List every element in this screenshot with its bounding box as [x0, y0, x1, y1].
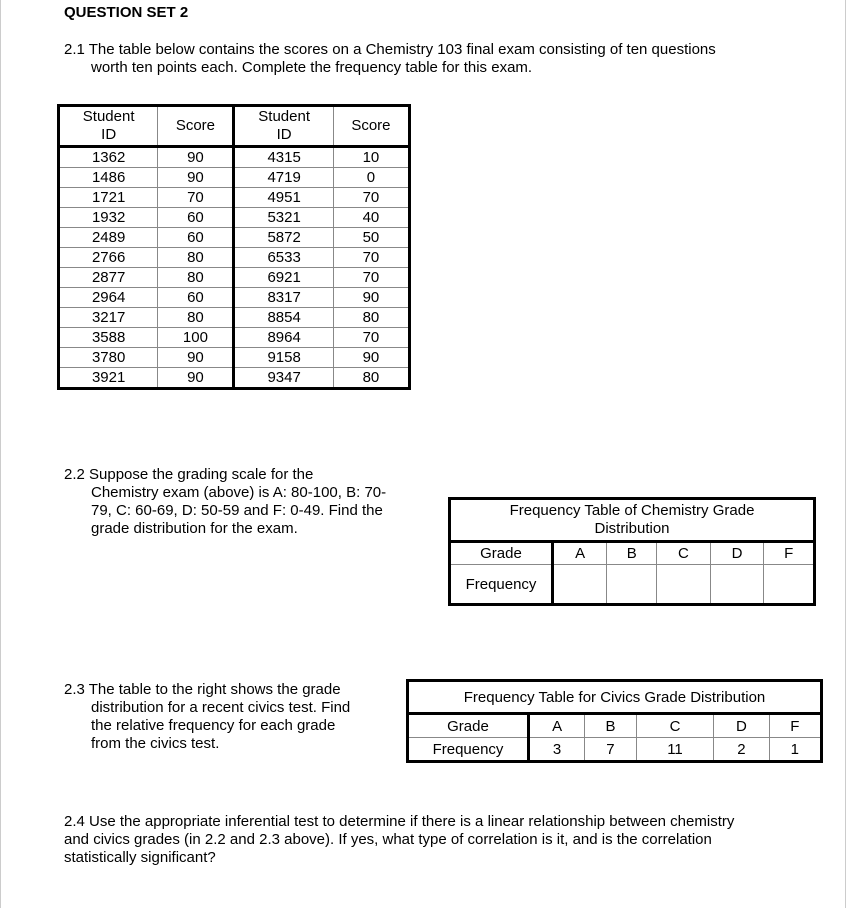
frequency-cell-f[interactable] — [764, 565, 815, 605]
frequency-cell: 2 — [714, 738, 769, 762]
question-text: 2.2 Suppose the grading scale for the — [64, 466, 314, 483]
score-cell: 50 — [333, 228, 409, 248]
frequency-cell: 7 — [585, 738, 637, 762]
score-cell: 80 — [158, 308, 234, 328]
score-cell: 60 — [158, 288, 234, 308]
grade-cell: F — [769, 714, 821, 738]
grade-cell: D — [710, 542, 764, 565]
frequency-label: Frequency — [408, 738, 529, 762]
student-id-cell: 6533 — [234, 248, 333, 268]
table-row — [59, 308, 410, 328]
table-title: Frequency Table of Chemistry Grade Distribution — [450, 499, 815, 542]
table-title: Frequency Table for Civics Grade Distribution — [408, 681, 822, 714]
score-cell: 70 — [158, 188, 234, 208]
score-cell: 90 — [333, 288, 409, 308]
frequency-row — [450, 565, 815, 605]
grade-cell: B — [607, 542, 657, 565]
frequency-cell-b[interactable] — [607, 565, 657, 605]
question-text: 79, C: 60-69, D: 50-59 and F: 0-49. Find the — [91, 502, 383, 519]
table-row — [59, 328, 410, 348]
table-row — [59, 228, 410, 248]
question-2-1 — [64, 41, 716, 77]
header-student-id: Student ID — [59, 106, 158, 147]
grade-label: Grade — [450, 542, 553, 565]
grade-row — [450, 542, 815, 565]
grade-cell: D — [714, 714, 769, 738]
frequency-cell: 1 — [769, 738, 821, 762]
question-2-2 — [64, 466, 386, 538]
score-cell: 60 — [158, 208, 234, 228]
header-student-id: Student ID — [234, 106, 333, 147]
student-id-cell: 9158 — [234, 348, 333, 368]
table-row — [59, 368, 410, 389]
frequency-row — [408, 738, 822, 762]
student-id-cell: 3780 — [59, 348, 158, 368]
grade-label: Grade — [408, 714, 529, 738]
table-header-row — [59, 106, 410, 147]
student-id-cell: 3217 — [59, 308, 158, 328]
student-id-cell: 2964 — [59, 288, 158, 308]
student-id-cell: 1932 — [59, 208, 158, 228]
frequency-label: Frequency — [450, 565, 553, 605]
grade-cell: F — [764, 542, 815, 565]
score-cell: 80 — [158, 248, 234, 268]
question-text: from the civics test. — [91, 735, 220, 752]
header-score: Score — [158, 106, 234, 147]
student-id-cell: 5321 — [234, 208, 333, 228]
student-id-cell: 3588 — [59, 328, 158, 348]
question-text: the relative frequency for each grade — [91, 717, 336, 734]
score-cell: 10 — [333, 147, 409, 168]
chemistry-frequency-table — [448, 497, 816, 606]
student-id-cell: 2489 — [59, 228, 158, 248]
student-id-cell: 4719 — [234, 168, 333, 188]
question-text: statistically significant? — [64, 849, 216, 866]
question-text: Chemistry exam (above) is A: 80-100, B: 70- — [91, 484, 387, 501]
question-text: distribution for a recent civics test. Find — [91, 699, 351, 716]
student-id-cell: 8854 — [234, 308, 333, 328]
score-cell: 100 — [158, 328, 234, 348]
student-id-cell: 1362 — [59, 147, 158, 168]
table-row — [59, 208, 410, 228]
grade-cell: C — [636, 714, 714, 738]
frequency-cell: 3 — [529, 738, 585, 762]
score-cell: 90 — [158, 348, 234, 368]
score-cell: 90 — [158, 368, 234, 389]
score-cell: 80 — [158, 268, 234, 288]
grade-cell: A — [529, 714, 585, 738]
table-row — [59, 288, 410, 308]
grade-cell: B — [585, 714, 637, 738]
table-row — [59, 147, 410, 168]
question-text: 2.1 The table below contains the scores on a Chemistry 103 final exam consisting of ten questions — [64, 41, 716, 58]
header-score: Score — [333, 106, 409, 147]
student-id-cell: 1486 — [59, 168, 158, 188]
student-id-cell: 6921 — [234, 268, 333, 288]
score-cell: 40 — [333, 208, 409, 228]
student-id-cell: 9347 — [234, 368, 333, 389]
score-cell: 90 — [158, 168, 234, 188]
student-id-cell: 2766 — [59, 248, 158, 268]
student-id-cell: 8317 — [234, 288, 333, 308]
score-cell: 70 — [333, 268, 409, 288]
student-id-cell: 1721 — [59, 188, 158, 208]
student-id-cell: 3921 — [59, 368, 158, 389]
score-cell: 70 — [333, 328, 409, 348]
score-cell: 60 — [158, 228, 234, 248]
table-row — [59, 248, 410, 268]
frequency-cell: 11 — [636, 738, 714, 762]
score-cell: 90 — [158, 147, 234, 168]
score-cell: 70 — [333, 188, 409, 208]
score-cell: 90 — [333, 348, 409, 368]
civics-frequency-table — [406, 679, 823, 763]
score-cell: 70 — [333, 248, 409, 268]
table-row — [59, 168, 410, 188]
student-id-cell: 4315 — [234, 147, 333, 168]
section-heading: QUESTION SET 2 — [64, 4, 189, 21]
score-cell: 80 — [333, 308, 409, 328]
student-id-cell: 8964 — [234, 328, 333, 348]
question-text: worth ten points each. Complete the frequency table for this exam. — [91, 59, 533, 76]
student-id-cell: 5872 — [234, 228, 333, 248]
grade-row — [408, 714, 822, 738]
question-2-4 — [64, 813, 734, 867]
question-text: 2.4 Use the appropriate inferential test to determine if there is a linear relationship between chemistry — [64, 813, 735, 830]
frequency-cell-a[interactable] — [553, 565, 607, 605]
question-text: and civics grades (in 2.2 and 2.3 above). If yes, what type of correlation is it, and is the correlation — [64, 831, 712, 848]
grade-cell: C — [657, 542, 711, 565]
question-text: 2.3 The table to the right shows the grade — [64, 681, 341, 698]
score-cell: 0 — [333, 168, 409, 188]
table-row — [59, 268, 410, 288]
question-2-3 — [64, 681, 350, 753]
frequency-cell-d[interactable] — [710, 565, 764, 605]
student-id-cell: 4951 — [234, 188, 333, 208]
table-row — [59, 348, 410, 368]
grade-cell: A — [553, 542, 607, 565]
frequency-cell-c[interactable] — [657, 565, 711, 605]
question-text: grade distribution for the exam. — [91, 520, 298, 537]
exam-scores-table — [57, 104, 411, 390]
table-row — [59, 188, 410, 208]
student-id-cell: 2877 — [59, 268, 158, 288]
score-cell: 80 — [333, 368, 409, 389]
